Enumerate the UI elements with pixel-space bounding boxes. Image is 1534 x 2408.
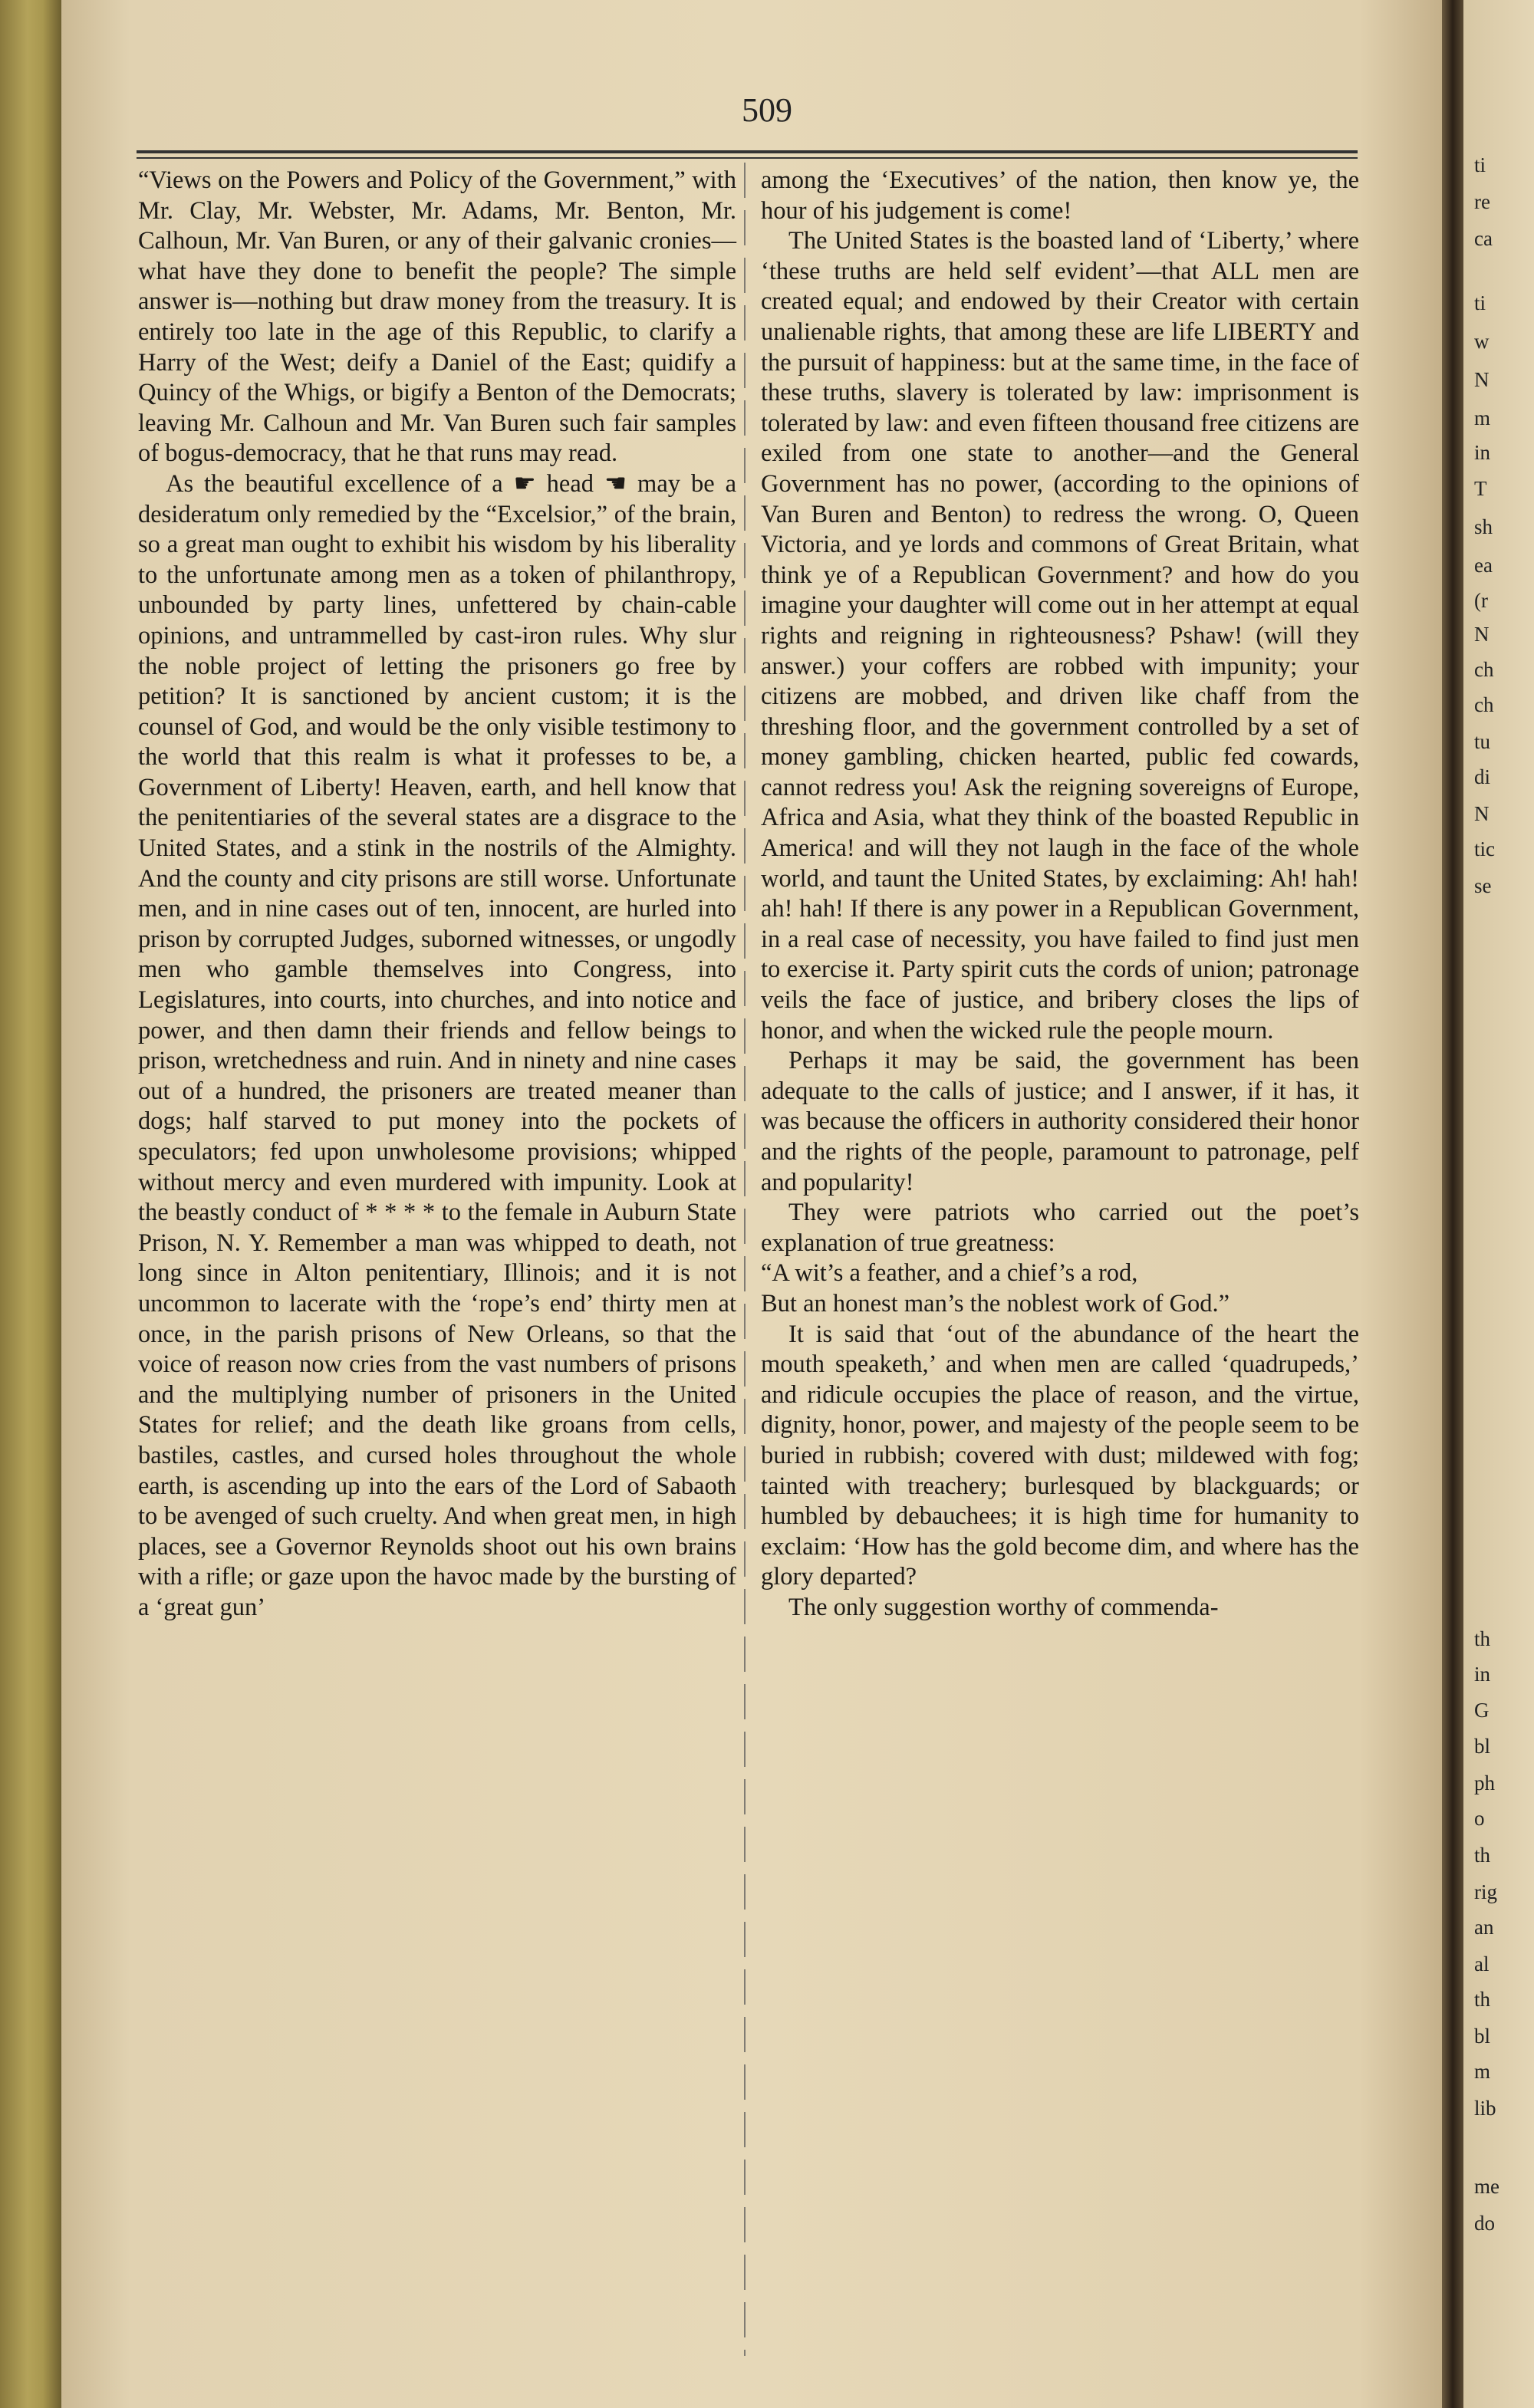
adjacent-page-edge: [1463, 0, 1534, 2408]
adjacent-page-fragment: ca: [1474, 227, 1493, 250]
adjacent-page-fragment: m: [1474, 406, 1491, 429]
book-gutter: [1442, 0, 1463, 2408]
adjacent-page-fragment: re: [1474, 190, 1490, 213]
adjacent-page-fragment: se: [1474, 874, 1492, 897]
adjacent-page-fragment: o: [1474, 1807, 1485, 1830]
adjacent-page-fragment: N: [1474, 623, 1490, 646]
adjacent-page-fragment: th: [1474, 1627, 1491, 1650]
adjacent-page-fragment: bl: [1474, 2025, 1491, 2048]
poem-line-2: But an honest man’s the noblest work of God.”: [761, 1289, 1230, 1317]
header-rule-thick: [137, 150, 1358, 153]
adjacent-page-fragment: bl: [1474, 1735, 1491, 1758]
adjacent-page-fragment: ch: [1474, 658, 1494, 681]
adjacent-page-fragment: ti: [1474, 153, 1486, 176]
adjacent-page-fragment: sh: [1474, 515, 1493, 538]
adjacent-page-fragment: in: [1474, 441, 1491, 464]
page-number: 509: [742, 91, 792, 129]
right-paragraph-3: Perhaps it may be said, the government has been adequate to the calls of justice; and I answer, if it has, it was because the officers in authority considered their honor and the rights of the people, paramount to patronage, pelf and popularity!: [761, 1047, 1359, 1196]
right-paragraph-5: It is said that ‘out of the abundance of the heart the mouth speaketh,’ and when men are called ‘quadrupeds,’ and ridicule occupies the place of reason, and the virtue, dignity, honor, power, and majesty of the people seem to be buried in rubbish; covered with dust; mildewed with fog; tainted with treachery; burlesqued by blackguards; or humbled by debauchees; it is high time for humanity to exclaim: ‘How has the gold become dim, and where has the glory departed?: [761, 1320, 1359, 1591]
adjacent-page-fragment: ph: [1474, 1771, 1495, 1794]
adjacent-page-fragment: lib: [1474, 2097, 1496, 2120]
right-paragraph-4: They were patriots who carried out the poet’s explanation of true greatness:: [761, 1199, 1359, 1257]
adjacent-page-fragment: rig: [1474, 1880, 1497, 1903]
right-paragraph-2: The United States is the boasted land of ‘Liberty,’ where ‘these truths are held self evident’—that ALL men are created equal; and endowed by their Creator with certain unalienable rights, that among these are life LIBERTY and the pursuit of happiness: but at the same time, in the face of these truths, slavery is tolerated by law: imprisonment is tolerated by law: and even fifteen thousand free citizens are exiled from one state to another—and the General Government has no power, (according to the opinions of Van Buren and Benton) to redress the wrong. O, Queen Victoria, and ye lords and commons of Great Britain, what think ye of a Republican Government? and how do you imagine your daughter will come out in her attempt at equal rights and reigning in righteousness? Pshaw! (will they answer.) your coffers are robbed with impunity; your citizens are mobbed, and driven like chaff from the threshing floor, and the government controlled by a set of money gambling, chicken hearted, public fed cowards, cannot redress you! Ask the reigning sovereigns of Europe, Africa and Asia, what they think of the boasted Republic in America! and will they not laugh in the face of the whole world, and taunt the United States, by exclaiming: Ah! hah! ah! hah! If there is any power in a Republican Government, in a real case of necessity, you have failed to find just men to exercise it. Party spirit cuts the cords of union; patronage veils the face of justice, and bribery closes the lips of honor, and when the wicked rule the people mourn.: [761, 227, 1359, 1044]
adjacent-page-fragment: N: [1474, 802, 1490, 825]
adjacent-page-fragment: (r: [1474, 589, 1488, 612]
left-paragraph-1: “Views on the Powers and Policy of the Government,” with Mr. Clay, Mr. Webster, Mr. Adams, Mr. Benton, Mr. Calhoun, Mr. Van Buren, or any of their galvanic cronies—what have they done to benefit the people? The simple answer is—nothing but draw money from the treasury. It is entirely too late in the age of this Republic, to clarify a Harry of the West; deify a Daniel of the East; quidify a Quincy of the Whigs, or bigify a Benton of the Democrats; leaving Mr. Calhoun and Mr. Van Buren such fair samples of bogus-democracy, that he that runs may read.: [138, 166, 736, 468]
adjacent-page-fragment: me: [1474, 2175, 1499, 2198]
adjacent-page-fragment: an: [1474, 1916, 1494, 1939]
adjacent-page-fragment: T: [1474, 477, 1487, 500]
header-rule-thin: [137, 157, 1358, 159]
left-column: [138, 166, 736, 1623]
poem-line-1: “A wit’s a feather, and a chief’s a rod,: [761, 1259, 1138, 1288]
left-paragraph-2: As the beautiful excellence of a ☛ head ☚ may be a desideratum only remedied by the “Excelsior,” of the brain, so a great man ought to exhibit his wisdom by his liberality to the unfortunate among men as a token of philanthropy, unbounded by party lines, unfettered by chain-cable opinions, and untrammelled by cast-iron rules. Why slur the noble project of letting the prisoners go free by petition? It is sanctioned by ancient custom; it is the counsel of God, and would be the only visible testimony to the world that this realm is what it professes to be, a Government of Liberty! Heaven, earth, and hell know that the penitentiaries of the several states are a disgrace to the United States, and a stink in the nostrils of the Almighty. And the county and city prisons are still worse. Unfortunate men, and in nine cases out of ten, innocent, are hurled into prison by corrupted Judges, suborned witnesses, or ungodly men who gamble themselves into Congress, into Legislatures, into courts, into churches, and into notice and power, and then damn their friends and fellow beings to prison, wretchedness and ruin. And in ninety and nine cases out of a hundred, the prisoners are treated meaner than dogs; half starved to put money into the pockets of speculators; fed upon unwholesome provisions; whipped without mercy and even murdered with impunity. Look at the beastly conduct of * * * * to the female in Auburn State Prison, N. Y. Remember a man was whipped to death, not long since in Alton penitentiary, Illinois; and it is not uncommon to lacerate with the ‘rope’s end’ thirty men at once, in the parish prisons of New Orleans, so that the voice of reason now cries from the vast numbers of prisons and the multiplying number of prisoners in the United States for relief; and the death like groans from cells, bastiles, castles, and cursed holes throughout the whole earth, is ascending up into the ears of the Lord of Sabaoth to be avenged of such cruelty. And when great men, in high places, see a Governor Reynolds shoot out his own brains with a rifle; or gaze upon the havoc made by the bursting of a ‘great gun’: [138, 469, 736, 1621]
adjacent-page-fragment: w: [1474, 330, 1490, 353]
adjacent-page-fragment: in: [1474, 1663, 1491, 1686]
adjacent-page-fragment: ti: [1474, 291, 1486, 314]
adjacent-page-fragment: th: [1474, 1844, 1491, 1867]
adjacent-page-fragment: N: [1474, 368, 1490, 391]
right-column: [761, 166, 1359, 1623]
adjacent-page-fragment: di: [1474, 765, 1491, 788]
adjacent-page-fragment: ch: [1474, 693, 1494, 716]
adjacent-page-fragment: m: [1474, 2060, 1491, 2083]
right-paragraph-6: The only suggestion worthy of commenda-: [788, 1593, 1219, 1621]
adjacent-page-fragment: tic: [1474, 837, 1495, 860]
adjacent-page-fragment: do: [1474, 2212, 1495, 2235]
adjacent-page-fragment: al: [1474, 1952, 1490, 1975]
adjacent-page-fragment: tu: [1474, 730, 1491, 753]
right-paragraph-1: among the ‘Executives’ of the nation, then know ye, the hour of his judgement is come!: [761, 166, 1359, 225]
adjacent-page-fragment: th: [1474, 1988, 1491, 2011]
adjacent-page-fragment: G: [1474, 1699, 1490, 1722]
column-divider: [744, 163, 746, 2356]
adjacent-page-fragment: ea: [1474, 554, 1493, 577]
book-spine: [0, 0, 61, 2408]
